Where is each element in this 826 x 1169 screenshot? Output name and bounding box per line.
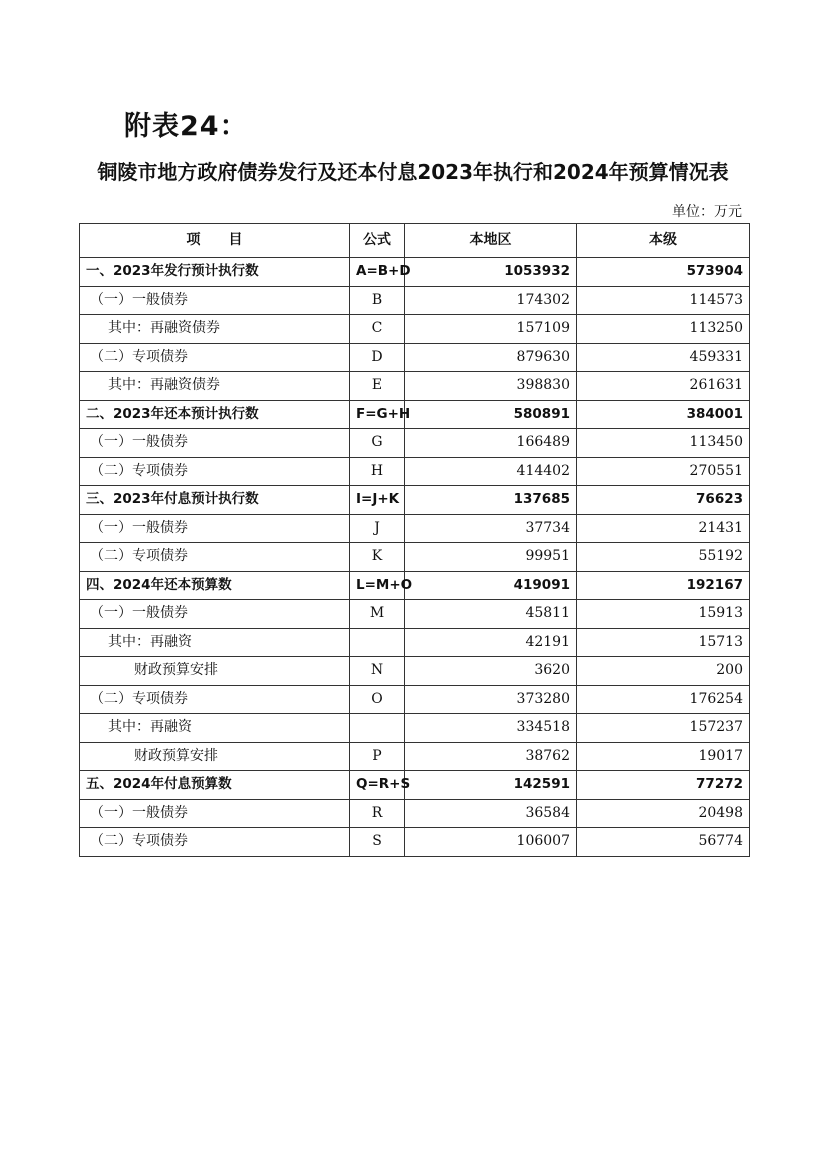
row-formula: K xyxy=(350,543,405,572)
row-item: （一）一般债券 xyxy=(80,429,350,458)
table-row xyxy=(80,571,750,600)
row-local-value: 166489 xyxy=(405,429,577,458)
row-formula: E xyxy=(350,372,405,401)
row-formula: P xyxy=(350,742,405,771)
row-formula: A=B+D xyxy=(350,258,405,287)
row-level-value: 261631 xyxy=(577,372,750,401)
row-local-value: 42191 xyxy=(405,628,577,657)
table-row xyxy=(80,714,750,743)
row-formula: L=M+O xyxy=(350,571,405,600)
row-item: （二）专项债券 xyxy=(80,343,350,372)
table-header-row xyxy=(80,224,750,258)
row-item: （一）一般债券 xyxy=(80,286,350,315)
row-local-value: 398830 xyxy=(405,372,577,401)
table-row xyxy=(80,828,750,857)
header-level: 本级 xyxy=(577,224,750,258)
row-local-value: 99951 xyxy=(405,543,577,572)
row-level-value: 15913 xyxy=(577,600,750,629)
row-level-value: 20498 xyxy=(577,799,750,828)
row-item: （二）专项债券 xyxy=(80,543,350,572)
row-level-value: 459331 xyxy=(577,343,750,372)
table-row xyxy=(80,343,750,372)
row-local-value: 157109 xyxy=(405,315,577,344)
row-item: 其中：再融资债券 xyxy=(80,372,350,401)
appendix-label: 附表24： xyxy=(124,111,248,142)
unit-label: 单位：万元 xyxy=(672,204,742,220)
table-body xyxy=(80,258,750,857)
row-item: 其中：再融资 xyxy=(80,714,350,743)
row-level-value: 192167 xyxy=(577,571,750,600)
row-local-value: 580891 xyxy=(405,400,577,429)
row-item: （一）一般债券 xyxy=(80,799,350,828)
header-item: 项 目 xyxy=(80,224,350,258)
row-level-value: 157237 xyxy=(577,714,750,743)
row-local-value: 142591 xyxy=(405,771,577,800)
table-row xyxy=(80,457,750,486)
row-local-value: 373280 xyxy=(405,685,577,714)
row-item: （一）一般债券 xyxy=(80,600,350,629)
header-local: 本地区 xyxy=(405,224,577,258)
row-item: 财政预算安排 xyxy=(80,742,350,771)
row-item: 三、2023年付息预计执行数 xyxy=(80,486,350,515)
row-level-value: 56774 xyxy=(577,828,750,857)
row-level-value: 113250 xyxy=(577,315,750,344)
row-local-value: 174302 xyxy=(405,286,577,315)
row-level-value: 15713 xyxy=(577,628,750,657)
table-row xyxy=(80,514,750,543)
row-level-value: 113450 xyxy=(577,429,750,458)
row-formula: R xyxy=(350,799,405,828)
row-local-value: 414402 xyxy=(405,457,577,486)
table-row xyxy=(80,657,750,686)
row-formula: G xyxy=(350,429,405,458)
row-local-value: 419091 xyxy=(405,571,577,600)
row-local-value: 1053932 xyxy=(405,258,577,287)
row-local-value: 879630 xyxy=(405,343,577,372)
row-formula: Q=R+S xyxy=(350,771,405,800)
table-row xyxy=(80,771,750,800)
table-row xyxy=(80,543,750,572)
row-item: （一）一般债券 xyxy=(80,514,350,543)
table-row xyxy=(80,315,750,344)
row-formula xyxy=(350,628,405,657)
row-level-value: 573904 xyxy=(577,258,750,287)
row-level-value: 55192 xyxy=(577,543,750,572)
debt-table xyxy=(79,223,750,857)
row-local-value: 38762 xyxy=(405,742,577,771)
table-row xyxy=(80,600,750,629)
row-formula: M xyxy=(350,600,405,629)
row-local-value: 137685 xyxy=(405,486,577,515)
row-formula: H xyxy=(350,457,405,486)
row-item: （二）专项债券 xyxy=(80,685,350,714)
header-formula: 公式 xyxy=(350,224,405,258)
row-formula: S xyxy=(350,828,405,857)
row-item: 二、2023年还本预计执行数 xyxy=(80,400,350,429)
row-local-value: 45811 xyxy=(405,600,577,629)
row-item: 五、2024年付息预算数 xyxy=(80,771,350,800)
page-title: 铜陵市地方政府债券发行及还本付息2023年执行和2024年预算情况表 xyxy=(97,160,729,184)
row-local-value: 334518 xyxy=(405,714,577,743)
table-row xyxy=(80,742,750,771)
row-local-value: 106007 xyxy=(405,828,577,857)
table-row xyxy=(80,799,750,828)
row-level-value: 77272 xyxy=(577,771,750,800)
row-item: 其中：再融资债券 xyxy=(80,315,350,344)
table-row xyxy=(80,286,750,315)
row-item: （二）专项债券 xyxy=(80,828,350,857)
row-level-value: 114573 xyxy=(577,286,750,315)
table-row xyxy=(80,258,750,287)
row-local-value: 3620 xyxy=(405,657,577,686)
row-item: 四、2024年还本预算数 xyxy=(80,571,350,600)
row-formula: J xyxy=(350,514,405,543)
row-item: 财政预算安排 xyxy=(80,657,350,686)
row-item: 其中：再融资 xyxy=(80,628,350,657)
row-formula: B xyxy=(350,286,405,315)
row-local-value: 37734 xyxy=(405,514,577,543)
table-row xyxy=(80,685,750,714)
row-formula xyxy=(350,714,405,743)
row-formula: O xyxy=(350,685,405,714)
row-level-value: 19017 xyxy=(577,742,750,771)
row-formula: N xyxy=(350,657,405,686)
row-formula: I=J+K xyxy=(350,486,405,515)
row-level-value: 384001 xyxy=(577,400,750,429)
row-level-value: 270551 xyxy=(577,457,750,486)
row-item: 一、2023年发行预计执行数 xyxy=(80,258,350,287)
table-row xyxy=(80,372,750,401)
row-level-value: 200 xyxy=(577,657,750,686)
row-formula: D xyxy=(350,343,405,372)
row-formula: F=G+H xyxy=(350,400,405,429)
row-level-value: 21431 xyxy=(577,514,750,543)
row-item: （二）专项债券 xyxy=(80,457,350,486)
row-level-value: 176254 xyxy=(577,685,750,714)
table-row xyxy=(80,486,750,515)
table-row xyxy=(80,429,750,458)
row-level-value: 76623 xyxy=(577,486,750,515)
table-row xyxy=(80,628,750,657)
row-formula: C xyxy=(350,315,405,344)
row-local-value: 36584 xyxy=(405,799,577,828)
table-row xyxy=(80,400,750,429)
